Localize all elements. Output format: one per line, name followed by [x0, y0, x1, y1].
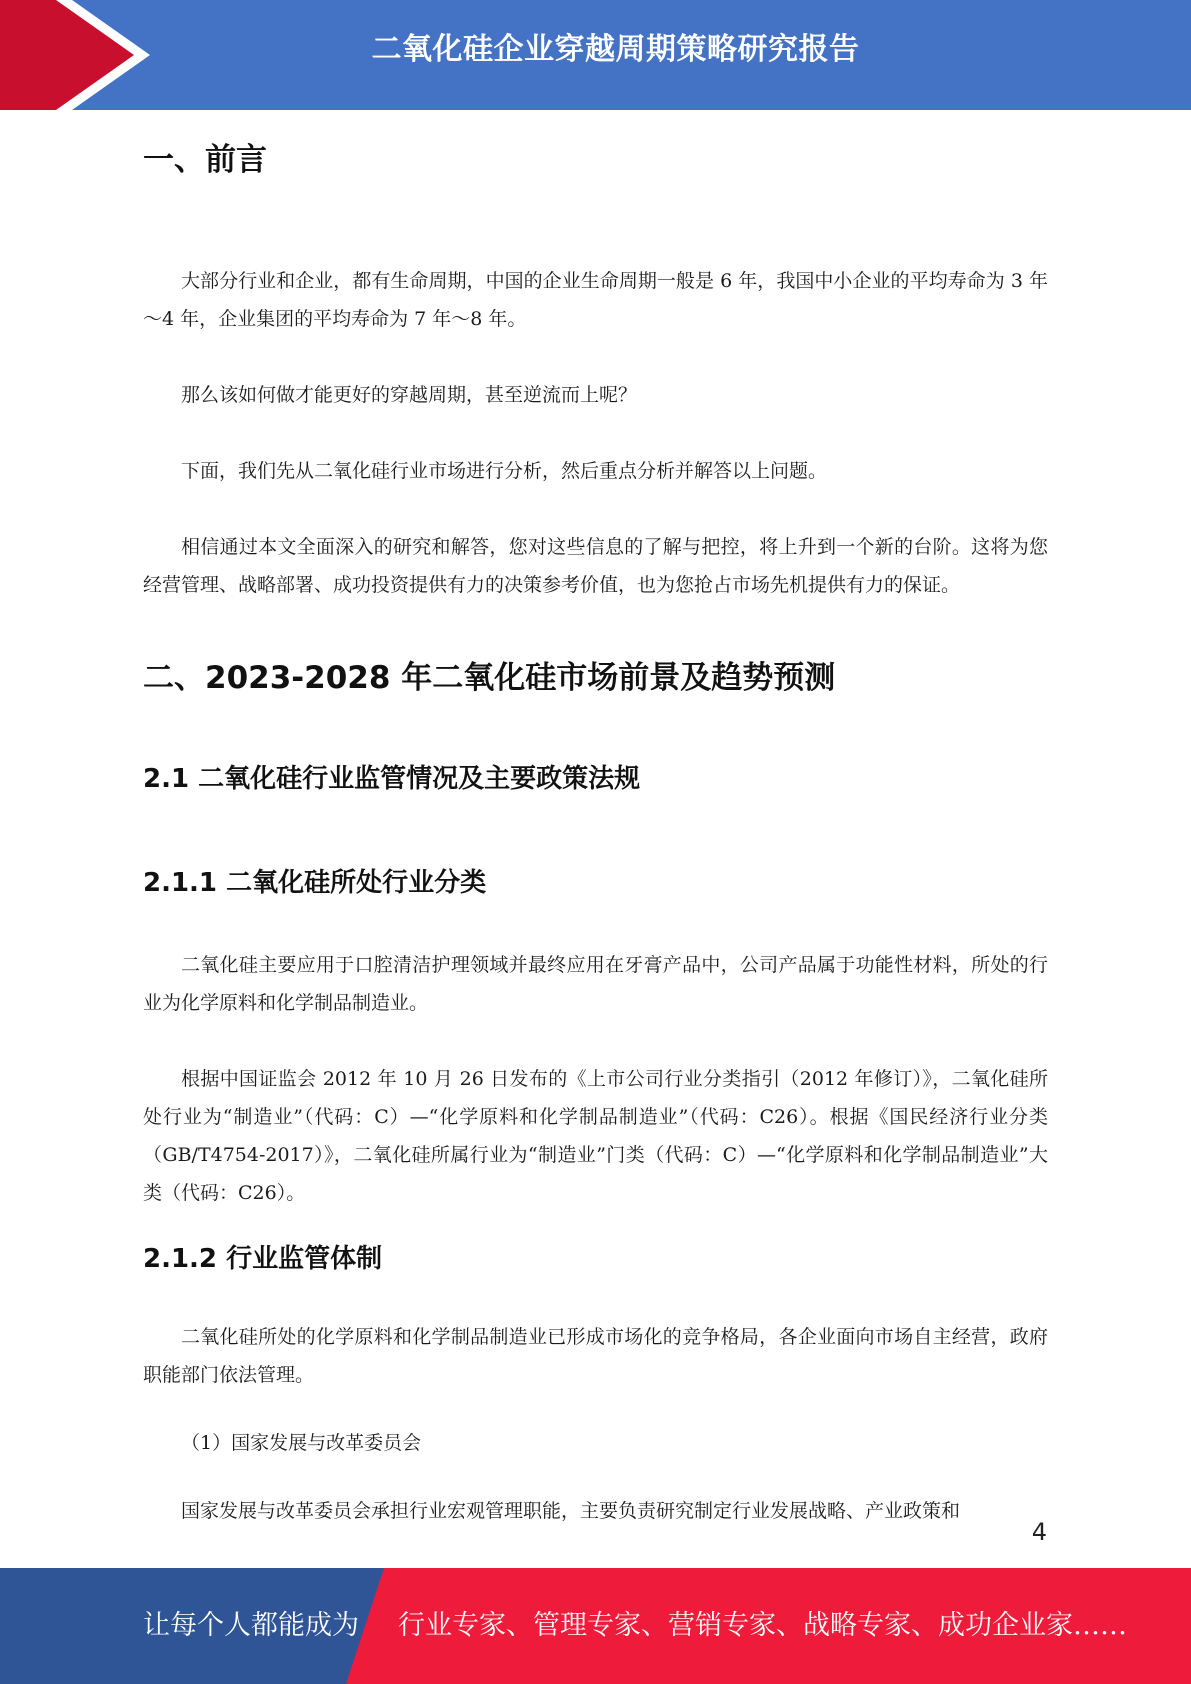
section-2-heading: 二、2023-2028 年二氧化硅市场前景及趋势预测: [143, 660, 836, 696]
section-2-1-2-paragraph-1: 二氧化硅所处的化学原料和化学制品制造业已形成市场化的竞争格局，各企业面向市场自主经营，政府职能部门依法管理。: [143, 1326, 1048, 1386]
section-2-1-1-paragraph-1: 二氧化硅主要应用于口腔清洁护理领域并最终应用在牙膏产品中，公司产品属于功能性材料，所处的行业为化学原料和化学制品制造业。: [143, 954, 1048, 1014]
page-number: 4: [1031, 1518, 1047, 1546]
page-header: [0, 0, 1191, 110]
document-body: [143, 130, 1048, 1530]
section-2-1-2-heading: 2.1.2 行业监管体制: [143, 1244, 383, 1274]
section-1-heading: 一、前言: [143, 142, 267, 178]
section-2-1-1-paragraph-2: 根据中国证监会 2012 年 10 月 26 日发布的《上市公司行业分类指引（2012 年修订）》，二氧化硅所处行业为“制造业”（代码：C）—“化学原料和化学制品制造业”（代码：C26）。根据《国民经济行业分类（GB/T4754-2017）》，二氧化硅所属行业为“制造业”门类（代码：C）—“化学原料和化学制品制造业”大类（代码：C26）。: [143, 1068, 1048, 1204]
section-1-paragraph-1: 大部分行业和企业，都有生命周期，中国的企业生命周期一般是 6 年，我国中小企业的平均寿命为 3 年～4 年，企业集团的平均寿命为 7 年～8 年。: [143, 270, 1048, 330]
section-2-1-2-paragraph-2: 国家发展与改革委员会承担行业宏观管理职能，主要负责研究制定行业发展战略、产业政策和: [181, 1500, 961, 1522]
footer-slogan-right: 行业专家、管理专家、营销专家、战略专家、成功企业家……: [398, 1610, 1127, 1641]
section-1-paragraph-3: 下面，我们先从二氧化硅行业市场进行分析，然后重点分析并解答以上问题。: [181, 460, 828, 482]
section-2-1-1-heading: 2.1.1 二氧化硅所处行业分类: [143, 868, 487, 898]
page-footer: [0, 1568, 1191, 1684]
section-1-paragraph-2: 那么该如何做才能更好的穿越周期，甚至逆流而上呢？: [181, 384, 638, 406]
section-2-1-2-list-item: （1）国家发展与改革委员会: [181, 1432, 422, 1454]
footer-slogan-left: 让每个人都能成为: [143, 1610, 359, 1641]
section-1-paragraph-4: 相信通过本文全面深入的研究和解答，您对这些信息的了解与把控，将上升到一个新的台阶。这将为您经营管理、战略部署、成功投资提供有力的决策参考价值，也为您抢占市场先机提供有力的保证。: [143, 536, 1048, 596]
report-title: 二氧化硅企业穿越周期策略研究报告: [371, 32, 860, 67]
section-2-1-heading: 2.1 二氧化硅行业监管情况及主要政策法规: [143, 764, 641, 794]
